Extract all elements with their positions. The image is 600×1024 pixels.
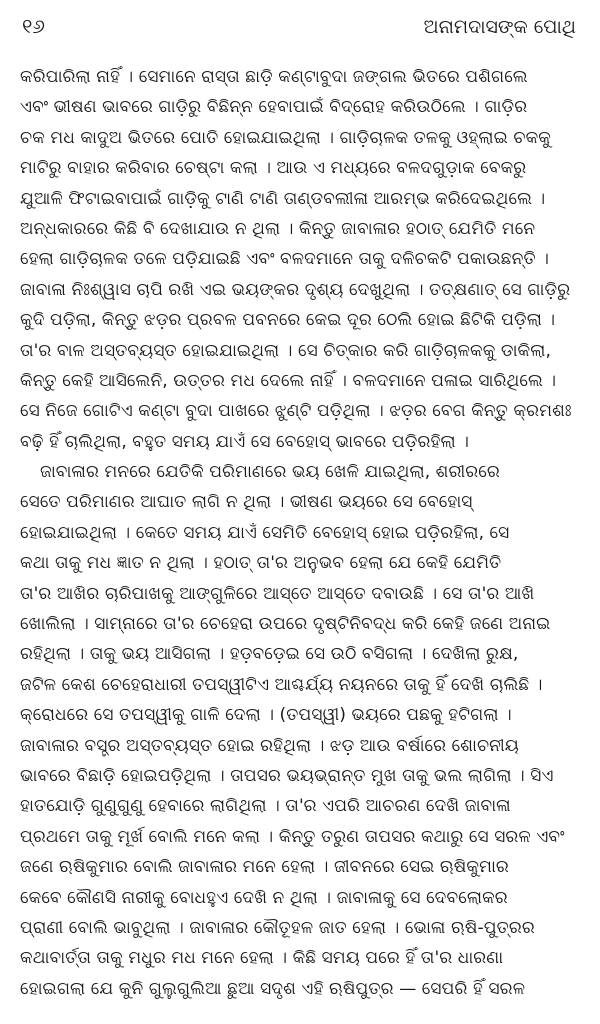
text-line: ଅନ୍ଧକାରରେ କିଛି ବି ଦେଖାଯାଉ ନ ଥିଲା । କିନ୍ତୁ ଜାବାଳାର ହଠାତ୍ ଯେମିତି ମନେ [20, 218, 536, 239]
running-title: ଅନାମଦାସଙ୍କ ପୋଥି [423, 16, 576, 38]
text-line: ଏବଂ ଭୀଷଣ ଭାବରେ ଗାଡ଼ିରୁ ବିଛିନ୍ନ ହେବାପାଇଁ ବିଦ୍ରୋହ କରିଉଠିଲେ । ଗାଡ଼ିର [20, 97, 528, 118]
text-line: ହେଲା ଗାଡ଼ିଚାଳକ ତଳେ ପଡ଼ିଯାଇଛି ଏବଂ ବଳଦମାନେ ତାକୁ ଦଳିଚକଟି ପକାଉଛନ୍ତି । [20, 249, 549, 270]
text-line: ରହିଥିଲା । ତାକୁ ଭୟ ଆସିଗଲା । ହଡ଼ବଡ଼େଇ ସେ ଉଠି ବସିଗଲା । ଦେଖିଲା ରୁକ୍ଷ, [20, 644, 519, 665]
text-line: ଚକ ମଧ କାଦୁଅ ଭିତରେ ପୋତି ହୋଇଯାଇଥିଲା । ଗାଡ଼ିଚାଳକ ତଳକୁ ଓହ୍ଲାଇ ଚକକୁ [20, 127, 552, 148]
text-line: ହାତଯୋଡ଼ି ଗୁଣୁଗୁଣୁ ହେବାରେ ଲାଗିଥିଲା । ତା'ର ଏପରି ଆଚରଣ ଦେଖି ଜାବାଳା [20, 796, 511, 817]
text-line: ମାଟିରୁ ବାହାର କରିବାର ଚେଷ୍ଟା କଲା । ଆଉ ଏ ମଧ୍ୟରେ ବଳଦଗୁଡ଼ାକ ବେକରୁ [20, 158, 527, 179]
text-line: କ୍ରୋଧରେ ସେ ତପସ୍ୱୀକୁ ଗାଳି ଦେଲା । (ତପସ୍ୱୀ) ଭୟରେ ପଛକୁ ହଟିଗଲା । [20, 705, 512, 726]
text-line: ଭାବରେ ବିଛାଡ଼ି ହୋଇପଡ଼ିଥିଲା । ତାପସର ଭୟଭ୍ରାନ୍ତ ମୁଖ ତାକୁ ଭଲ ଲାଗିଲା । ସିଏ [20, 765, 554, 786]
text-line: ପ୍ରାଣୀ ବୋଲି ଭାବୁଥିଲା । ଜାବାଳାର କୌତୂହଳ ଜାତ ହେଲା । ଭୋଳା ଋଷି-ପୁତ୍ରର [20, 917, 535, 938]
text-line: କଥା ତାକୁ ମଧ ଜ୍ଞାତ ନ ଥିଲା । ହଠାତ୍ ତା'ର ଅନୁଭବ ହେଲା ଯେ କେହି ଯେମିତି [20, 553, 502, 574]
text-line: କିନ୍ତୁ କେହି ଆସିଲେନି, ଉତ୍ତର ମଧ ଦେଲେ ନାହିଁ । ବଳଦମାନେ ପଳାଇ ସାରିଥିଲେ । [20, 370, 557, 391]
text-line: ଜଣେ ଋଷିକୁମାର ବୋଲି ଜାବାଳାର ମନେ ହେଲା । ଜୀବନରେ ସେଇ ଋଷିକୁମାର [20, 857, 509, 878]
text-line: ବଢ଼ି ହିଁ ଚାଲିଥିଲା, ବହୁତ ସମୟ ଯାଏଁ ସେ ବେହୋସ୍ ଭାବରେ ପଡ଼ିରହିଲା । [20, 431, 469, 452]
text-line: କରିପାରିଲା ନାହିଁ । ସେମାନେ ରାସ୍ତା ଛାଡ଼ି କଣ୍ଟାବୁଦା ଜଙ୍ଗଲ ଭିତରେ ପଶିଗଲେ [20, 67, 528, 87]
text-line: କୁଦି ପଡ଼ିଲା, କିନ୍ତୁ ଝଡ଼ର ପ୍ରବଳ ପବନରେ କେଇ ଦୂର ଠେଲି ହୋଇ ଛିଟିକି ପଡ଼ିଲା । [20, 310, 556, 331]
body-text [20, 62, 578, 1004]
text-line: ଜାବାଳା ନିଃଶ୍ୱାସ ଚାପି ରଖି ଏଇ ଭୟଙ୍କର ଦୃଶ୍ୟ ଦେଖୁଥିଲା । ତତ୍‌କ୍ଷଣାତ୍ ସେ ଗାଡ଼ିରୁ [20, 279, 571, 300]
text-line: ଜାବାଳାର ମନରେ ଯେତିକି ପରିମାଣରେ ଭୟ ଖେଳି ଯାଇଥିଲା, ଶରୀରରେ [40, 462, 500, 483]
text-line: ତା'ର ବାଳ ଅସ୍ତବ୍ୟସ୍ତ ହୋଇଯାଇଥିଲା । ସେ ଚିତ୍କାର କରି ଗାଡ଼ିଚାଳକକୁ ଡାକିଲା, [20, 340, 551, 361]
text-line: ଜାବାଳାର ବସ୍ତ୍ର ଅସ୍ତବ୍ୟସ୍ତ ହୋଇ ରହିଥିଲା । ଝଡ଼ ଆଉ ବର୍ଷାରେ ଶୋଚନୀୟ [20, 735, 519, 756]
text-line: ହୋଇଯାଇଥିଲା । କେତେ ସମୟ ଯାଏଁ ସେମିତି ବେହୋସ୍ ହୋଇ ପଡ଼ିରହିଲା, ସେ [20, 522, 510, 543]
text-line: ଖୋଲିଲା । ସାମ୍ନାରେ ତା'ର ଚେହେରା ଉପରେ ଦୃଷ୍ଟିନିବଦ୍ଧ କରି କେହି ଜଣେ ଅନାଇ [20, 614, 551, 635]
text-line: ପ୍ରଥମେ ତାକୁ ମୂର୍ଖ ବୋଲି ମନେ କଲା । କିନ୍ତୁ ତରୁଣ ତାପସର କଥାରୁ ସେ ସରଳ ଏବଂ [20, 826, 565, 847]
page-number: ୧୬ [22, 14, 45, 38]
text-line: କେବେ କୌଣସି ନାରୀକୁ ବୋଧହୁଏ ଦେଖି ନ ଥିଲା । ଜାବାଳାକୁ ସେ ଦେବଲୋକର [20, 887, 508, 908]
text-line: ଯୁଆଳି ଫିଟାଇବାପାଇଁ ଗାଡ଼ିକୁ ଟାଣି ଟାଣି ତାଣ୍ଡବଲୀଳା ଆରମ୍ଭ କରିଦେଇଥିଲେ । [20, 188, 546, 209]
text-line: ସେତେ ପରିମାଣର ଆଘାତ ଲାଗି ନ ଥିଲା । ଭୀଷଣ ଭୟରେ ସେ ବେହୋସ୍ [20, 492, 473, 513]
text-line: କଥାବାର୍ତ୍ତା ତାକୁ ମଧୁର ମଧ ମନେ ହେଲା । କିଛି ସମୟ ପରେ ହିଁ ତା'ର ଧାରଣା [20, 948, 504, 969]
paragraph [20, 62, 578, 457]
text-line: ତା'ର ଆଖିର ଚାରିପାଖକୁ ଆଙ୍ଗୁଳିରେ ଆସ୍ତେ ଆସ୍ତେ ଦବାଉଛି । ସେ ତା'ର ଆଖି [20, 583, 535, 604]
text-line: ଜଟିଳ କେଶ ଚେହେରାଧାରୀ ତପସ୍ୱୀଟିଏ ଆଶ୍ଚର୍ଯ୍ୟ ନୟନରେ ତାକୁ ହିଁ ଦେଖି ଚାଲିଛି । [20, 674, 543, 695]
running-head [20, 14, 578, 48]
text-line: ସେ ନିଜେ ଗୋଟିଏ କଣ୍ଟା ବୁଦା ପାଖରେ ଝୁଣ୍ଟି ପଡ଼ିଥିଲା । ଝଡ଼ର ବେଗ କିନ୍ତୁ କ୍ରମଶଃ [20, 401, 572, 422]
paragraph [20, 457, 578, 1004]
text-line: ହୋଇଗଲା ଯେ କୁନି ଗୁଲୁଗୁଲିଆ ଛୁଆ ସଦୃଶ ଏହି ଋଷିପୁତ୍ର — ସେପରି ହିଁ ସରଳ [20, 978, 526, 999]
